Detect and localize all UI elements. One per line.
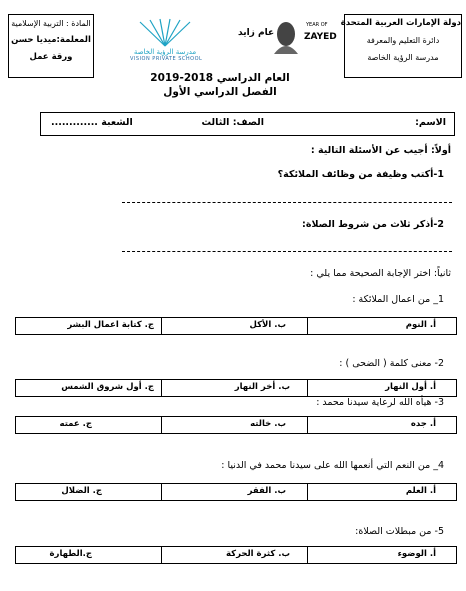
option-b-label: ب. خالته [250,419,286,429]
mcq-3-options [15,416,457,434]
vision-school-logo [130,18,203,66]
option-b-label: ب. الأكل [249,320,286,330]
vision-logo-en: VISION PRIVATE SCHOOL [130,56,203,62]
question-2: 2-أذكر ثلاث من شروط الصلاة: [302,219,444,230]
question-1: 1-أكتب وظيفة من وظائف الملائكة؟ [277,169,444,180]
option-c-label: ج.الطهارة [49,549,92,559]
option-b-label: ب. الفقر [247,486,286,496]
school-info-box [340,14,462,78]
subject-info-box [8,14,94,78]
zayed-logo-year-of: YEAR OF [306,22,328,28]
answer-line-1[interactable] [122,202,452,203]
option-b-label: ب. كثرة الحركة [225,549,290,559]
option-a-label: أ. أول النهار [385,382,436,392]
mcq-1-text: 1_ من اعمال الملائكة : [352,294,444,305]
section-label: الشعبة ............. [51,117,133,128]
part1-heading: أولاً: أجيب عن الأسئلة التالية : [310,145,451,156]
student-info-bar [40,112,455,136]
mcq-5-text: 5- من مبطلات الصلاة: [355,526,444,537]
option-c-label: ج. الضلال [61,486,102,496]
option-a[interactable] [307,380,456,396]
term-title: الفصل الدراسي الأول [163,86,277,98]
mcq-1-options [15,317,457,335]
option-b[interactable] [161,417,308,433]
zayed-logo-en: ZAYED [304,32,337,42]
option-b[interactable] [161,547,308,563]
option-c-label: ج. كتابة اعمال البشر [67,320,154,330]
option-a[interactable] [307,318,456,334]
option-a-label: أ. النوم [405,320,436,330]
option-b[interactable] [161,380,308,396]
country-name: دولة الإمارات العربية المتحدة [340,18,461,28]
option-a[interactable] [307,484,456,500]
vision-logo-ar: مدرسة الرؤية الخاصة [133,48,197,56]
option-c-label: ج. أول شروق الشمس [61,382,154,392]
zayed-logo-ar: عام زايد [238,28,275,38]
worksheet-label: ورقة عمل [29,52,73,62]
option-b-label: ب. أخر النهار [234,382,290,392]
mcq-3-text: 3- هيأه الله لرعاية سيدنا محمد : [316,397,444,408]
option-a[interactable] [307,417,456,433]
mcq-4-options [15,483,457,501]
option-c-label: ج. عمته [59,419,92,429]
option-a-label: أ. العلم [405,486,436,496]
vision-rays-icon [130,18,200,48]
mcq-4-text: 4_ من النعم التي أنعمها الله على سيدنا محمد في الدنيا : [221,460,444,471]
option-a[interactable] [307,547,456,563]
mcq-2-options [15,379,457,397]
option-c[interactable] [16,417,162,433]
year-of-zayed-logo [236,14,336,64]
school-name: مدرسة الرؤية الخاصة [367,53,439,62]
academic-year-title: العام الدراسي 2018-2019 [150,72,290,84]
grade-label: الصف: الثالث [201,117,264,128]
mcq-2-text: 2- معنى كلمة ( الضحى ) : [339,358,444,369]
teacher-label: المعلمة:ميديا حسن [11,35,91,45]
option-c[interactable] [16,380,162,396]
subject-label: المادة : التربية الإسلامية [11,19,91,28]
answer-line-2[interactable] [122,251,452,252]
name-label: الاسم: [415,117,446,128]
option-c[interactable] [16,318,162,334]
part2-heading: ثانياً: اختر الإجابة الصحيحة مما يلي : [310,268,451,279]
option-a-label: أ. جده [410,419,436,429]
department-name: دائرة التعليم والمعرفة [366,36,440,45]
option-c[interactable] [16,484,162,500]
option-c[interactable] [16,547,162,563]
option-a-label: أ. الوضوء [397,549,436,559]
mcq-5-options [15,546,457,564]
option-b[interactable] [161,484,308,500]
option-b[interactable] [161,318,308,334]
